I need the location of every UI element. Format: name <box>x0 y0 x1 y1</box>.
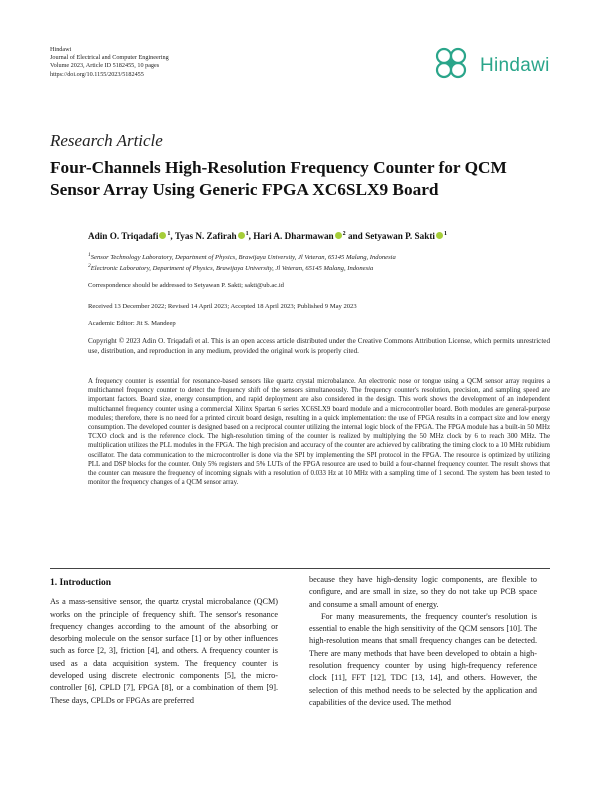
body-paragraph: For many measurements, the frequency counter's resolution is essential to enable the high sensitivity of the QCM sensors [10]. The high-resolution means that small frequency changes can be detected. There are many methods that have been developed to obtain a high-resolution frequency counter by using high-frequency reference clock [11], FFT [12], TDC [13, 14], and others. However, the selection of this method needs to be selected by the application and capabilities of the device used. The method <box>309 611 537 707</box>
author-name[interactable]: Tyas N. Zafirah <box>174 231 237 242</box>
body-column-left <box>50 577 278 707</box>
body-paragraph: because they have high-density logic components, are flexible to configure, and are small in size, so they do not take up PCB space and consume a small amount of energy. <box>309 575 537 609</box>
orcid-icon[interactable] <box>238 232 245 239</box>
affiliation: $^1$Sensor Technology Laboratory, Department of Physics, Brawijaya University, Jl Veteran, 65145 Malang, Indonesia <box>88 252 396 262</box>
body-paragraph: As a mass-sensitive sensor, the quartz crystal microbalance (QCM) works on the principle of frequency shift. The sensor's resonance frequency changes according to the amount of the absorbing or desorbing molecule on the sensor surface [1] or by other influences such as force [2, 3], friction [4], and others. A frequency counter is used as a data acquisition system. The frequency counter is developed using discrete electronic components [5], the micro-controller [6], CPLD [7], FPGA [8], or a combination of them [9]. These days, CPLDs or FPGAs are preferred <box>50 597 278 705</box>
orcid-icon[interactable] <box>159 232 166 239</box>
author-name[interactable]: Adin O. Triqadafi <box>88 231 159 242</box>
section-heading: 1. Introduction <box>50 578 112 588</box>
article-type: Research Article <box>50 131 163 150</box>
hindawi-logo-text: Hindawi <box>480 55 550 76</box>
copyright-notice: Copyright © 2023 Adin O. Triqadafi et al. This is an open access article distributed under the Creative Commons Attribution License, which permits unrestricted use, distribution, and reproduction in any medium, provided the original work is properly cited. <box>88 337 550 355</box>
body-column-right <box>309 574 537 709</box>
publisher-name: Hindawi <box>50 46 72 53</box>
paper-title: Four-Channels High-Resolution Frequency Counter for QCM Sensor Array Using Generic FPGA XC6SLX9 Board <box>50 158 507 199</box>
volume-info: Volume 2023, Article ID 5182455, 10 pages <box>50 62 160 70</box>
academic-editor: Academic Editor: Jit S. Mandeep <box>88 320 176 327</box>
author-name[interactable]: Hari A. Dharmawan <box>253 231 334 242</box>
journal-name: Journal of Electrical and Computer Engineering <box>50 54 169 62</box>
affiliation: $^2$Electronic Laboratory, Department of Physics, Brawijaya University, Jl Veteran, 65145 Malang, Indonesia <box>88 263 374 273</box>
author-name[interactable]: Setyawan P. Sakti <box>365 231 435 242</box>
section-divider <box>50 568 550 569</box>
correspondence-note: Correspondence should be addressed to Setyawan P. Sakti; sakti@ub.ac.id <box>88 282 284 289</box>
journal-meta <box>50 46 169 79</box>
author-list: Adin O. Triqadafi $^1$, Tyas N. Zafirah $^1$, Hari A. Dharmawan $^2$ and Setyawan P. Sakti $^1$ <box>88 231 447 242</box>
orcid-icon[interactable] <box>335 232 342 239</box>
doi-link[interactable]: https://doi.org/10.1155/2023/5182455 <box>50 70 144 78</box>
publication-dates: Received 13 December 2022; Revised 14 April 2023; Accepted 18 April 2023; Published 9 May 2023 <box>88 303 357 310</box>
orcid-icon[interactable] <box>436 232 443 239</box>
abstract: A frequency counter is essential for resonance-based sensors like quartz crystal microbalance. An electronic nose or tongue using a QCM sensor array requires a multichannel frequency counter to detect the frequency shift of the sensors simultaneously. The frequency counter's resolution, precision, and sampling speed are important factors. Board size, energy consumption, and rapid deployment are also considered in the design. This work shows the development of an independent multichannel frequency counter using a commercial Xilinx Spartan 6 series XC6SLX9 board module and a microcontroller board. Both modules are general-purpose modules; therefore, there is no need for a printed circuit board design, resulting in a quick implementation: the use of FPGA results in a compact size and low energy consumption. The developed counter is designed based on a reciprocal counter utilizing the internal logic block of the FPGA. The FPGA module has a built-in 50 MHz TCXO clock and is the reference clock. The high-resolution timing of the counter is realized by multiplying the 50 MHz clock by 6 to reach 300 MHz. The multiplication utilizes the PLL modules in the FPGA. The high precision and accuracy of the counter are achieved by calibrating the timing clock to a 10 MHz rubidium oscillator. The data communication to the microcontroller is done via the SPI by implementing the SPI protocol in the FPGA. The resource is optimized by utilizing PLL and DSP blocks for the counter. Only 5% registers and 5% LUTs of the FPGA resource are used to build a four-channel frequency counter. The result shows that the counter can measure the frequency of incoming signals with a resolution of 0.033 Hz at 10 MHz with a sampling time of 1 second. The system has been tested to monitor the frequency changes of a QCM sensor array. <box>88 378 550 487</box>
